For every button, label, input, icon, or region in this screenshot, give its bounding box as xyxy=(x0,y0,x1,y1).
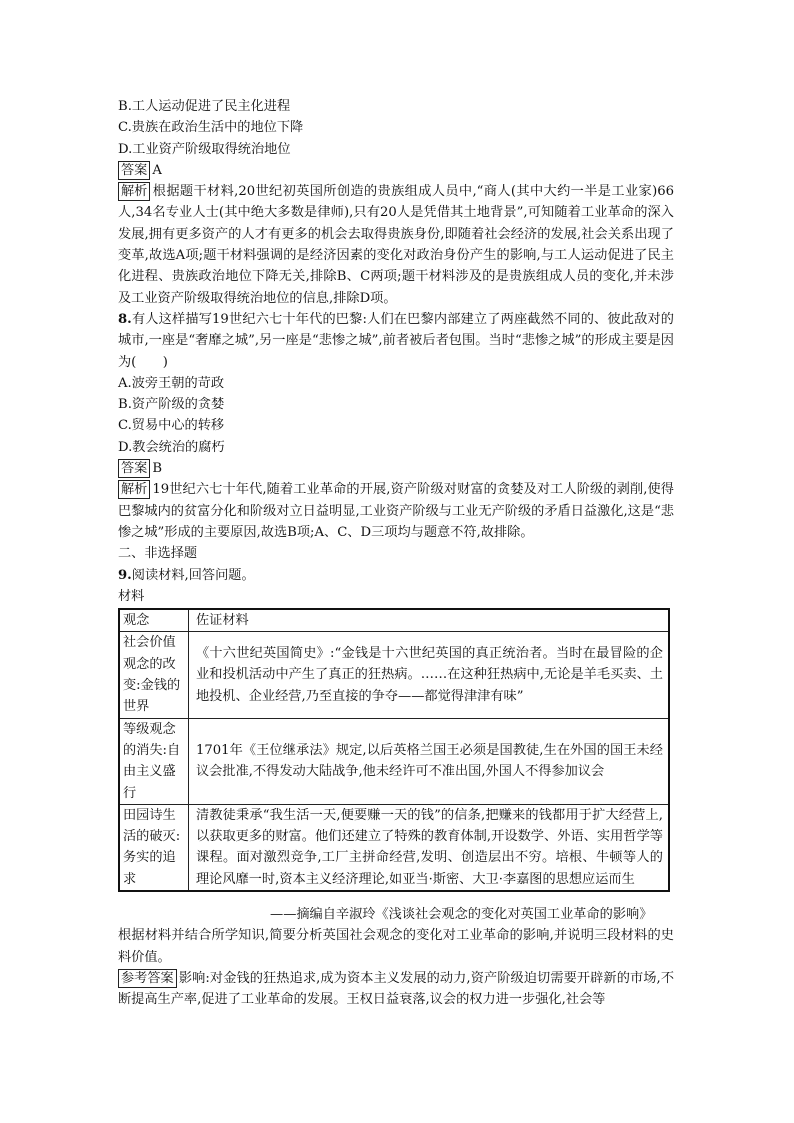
table-cell-concept: 等级观念的消失:自由主义盛行 xyxy=(119,718,189,804)
q7-analysis-text: 根据题干材料,20世纪初英国所创造的贵族组成人员中,“商人(其中大约一半是工业家)66人,34名专业人士(其中绝大多数是律师),只有20人是凭借其土地背景”,可知随着工业革命的深入发展,拥有更多资产的人才有更多的机会去取得贵族身份,即随着社会经济的发展,社会关系出现了变革,故选A项;题干材料强调的是经济因素的变化对政治身份产生的影响,与工人运动促进了民主化进程、贵族政治地位下降无关,排除B、C两项;题干材料涉及的是贵族组成人员的变化,并未涉及工业资产阶级取得统治地位的信息,排除D项。 xyxy=(118,184,674,306)
material-table xyxy=(118,608,670,892)
table-cell-evidence: 《十六世纪英国简史》:“金钱是十六世纪英国的真正统治者。当时在最冒险的企业和投机活动中产生了真正的狂热病。……在这种狂热病中,无论是羊毛买卖、土地投机、企业经营,乃至直接的争夺——都觉得津津有味” xyxy=(189,632,670,718)
q8-analysis xyxy=(118,479,674,543)
table-cell-evidence: 清教徒秉承“我生活一天,便要赚一天的钱”的信条,把赚来的钱都用于扩大经营上,以获取更多的财富。他们还建立了特殊的教育体制,开设数学、外语、实用哲学等课程。面对激烈竞争,工厂主拼命经营,发明、创造层出不穷。培根、牛顿等人的理论风靡一时,资本主义经济理论,如亚当·斯密、大卫·李嘉图的思想应运而生 xyxy=(189,804,670,891)
table-cell-concept: 社会价值观念的改变:金钱的世界 xyxy=(119,632,189,718)
q8-stem xyxy=(118,309,674,373)
table-row xyxy=(119,632,669,718)
q8-number: 8. xyxy=(118,311,132,327)
q8-analysis-text: 19世纪六七十年代,随着工业革命的开展,资产阶级对财富的贪婪及对工人阶级的剥削,使得巴黎城内的贫富分化和阶级对立日益明显,工业资产阶级与工业无产阶级的矛盾日益激化,这是“悲惨之城”形成的主要原因,故选B项;A、C、D三项均与题意不符,故排除。 xyxy=(118,482,674,540)
q8-option-d: D.教会统治的腐朽 xyxy=(118,439,225,455)
table-cell-evidence: 1701年《王位继承法》规定,以后英格兰国王必须是国教徒,生在外国的国王未经议会批准,不得发动大陆战争,他未经许可不准出国,外国人不得参加议会 xyxy=(189,718,670,804)
q8-option-c: C.贸易中心的转移 xyxy=(118,418,225,434)
q8-option-b: B.资产阶级的贪婪 xyxy=(118,397,225,413)
q9-question: 根据材料并结合所学知识,简要分析英国社会观念的变化对工业革命的影响,并说明三段材料的史料价值。 xyxy=(118,928,674,965)
q9-stem-text: 阅读材料,回答问题。 xyxy=(131,567,255,583)
q7-answer-label: 答案 xyxy=(118,161,150,180)
q7-answer-row xyxy=(118,160,674,181)
q7-option-c: C.贵族在政治生活中的地位下降 xyxy=(118,120,304,136)
table-header-concept: 观念 xyxy=(119,609,189,632)
q9-material-label: 材料 xyxy=(118,588,145,604)
q8-stem-text: 有人这样描写19世纪六七十年代的巴黎:人们在巴黎内部建立了两座截然不同的、彼此敌对的城市,一座是“奢靡之城”,另一座是“悲惨之城”,前者被后者包围。当时“悲惨之城”的形成主要是因为( ) xyxy=(118,311,674,370)
q8-answer-value: B xyxy=(152,461,163,477)
q8-answer-label: 答案 xyxy=(118,459,150,478)
q9-number: 9. xyxy=(118,567,132,583)
table-cell-concept: 田园诗生活的破灭:务实的追求 xyxy=(119,804,189,891)
table-row xyxy=(119,718,669,804)
q9-reference-text: 影响:对金钱的狂热追求,成为资本主义发展的动力,资产阶级迫切需要开辟新的市场,不断提高生产率,促进了工业革命的发展。王权日益衰落,议会的权力进一步强化,社会等 xyxy=(118,970,674,1008)
material-source: ——摘编自辛淑玲《浅谈社会观念的变化对英国工业革命的影响》 xyxy=(270,906,653,922)
q7-analysis-label: 解析 xyxy=(118,182,150,201)
q7-answer-value: A xyxy=(152,162,162,178)
section-title: 二、非选择题 xyxy=(118,546,198,562)
table-row xyxy=(119,804,669,891)
q9-reference-answer xyxy=(118,968,674,1011)
q7-option-b: B.工人运动促进了民主化进程 xyxy=(118,99,291,114)
q9-reference-label: 参考答案 xyxy=(118,969,177,988)
table-header-evidence: 佐证材料 xyxy=(189,609,670,632)
q7-analysis xyxy=(118,181,674,309)
table-header-row xyxy=(119,609,669,632)
q7-option-d: D.工业资产阶级取得统治地位 xyxy=(118,141,291,157)
q8-option-a: A.波旁王朝的苛政 xyxy=(118,375,225,391)
document-page xyxy=(118,96,674,1010)
q8-analysis-label: 解析 xyxy=(118,480,150,499)
q9-stem xyxy=(118,565,674,586)
q8-answer-row xyxy=(118,458,674,479)
